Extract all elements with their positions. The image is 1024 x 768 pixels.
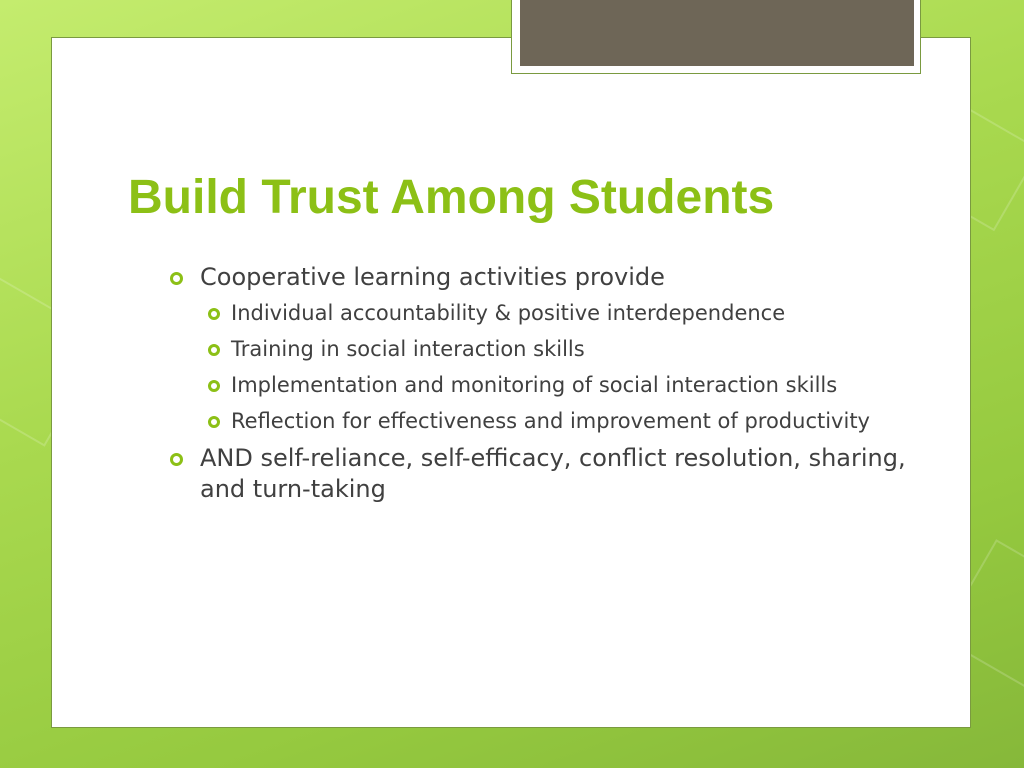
ring-bullet-icon xyxy=(208,308,220,320)
sub-bullet-text: Reflection for effectiveness and improvement of productivity xyxy=(231,409,870,433)
ring-bullet-icon xyxy=(170,272,183,285)
sub-bullet-item xyxy=(208,371,910,400)
title-tab-block xyxy=(520,0,914,66)
bullet-list xyxy=(170,262,910,511)
bullet-text: Cooperative learning activities provide xyxy=(200,263,665,291)
bullet-item xyxy=(170,262,910,293)
sub-bullet-item xyxy=(208,407,910,436)
sub-bullet-text: Training in social interaction skills xyxy=(231,337,585,361)
slide-title: Build Trust Among Students xyxy=(128,171,775,224)
sub-bullet-text: Implementation and monitoring of social interaction skills xyxy=(231,373,838,397)
ring-bullet-icon xyxy=(208,380,220,392)
ring-bullet-icon xyxy=(208,416,220,428)
ring-bullet-icon xyxy=(170,453,183,466)
ring-bullet-icon xyxy=(208,344,220,356)
sub-bullet-item xyxy=(208,335,910,364)
bullet-text: AND self-reliance, self-efficacy, conflict resolution, sharing, and turn-taking xyxy=(200,444,906,503)
sub-bullet-item xyxy=(208,299,910,328)
bullet-item xyxy=(170,443,910,505)
sub-bullet-text: Individual accountability & positive interdependence xyxy=(231,301,786,325)
